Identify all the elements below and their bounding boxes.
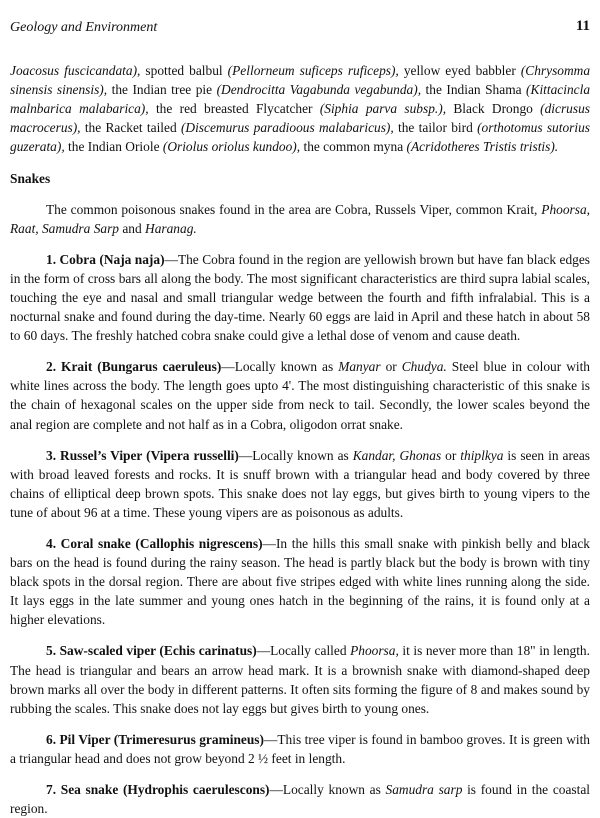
entry-pil-viper: 6. Pil Viper (Trimeresurus gramineus)—This tree viper is found in bamboo groves. It is green with a triangular head and does not grow beyond 2 ½ feet in length. <box>10 731 591 766</box>
lead-paragraph: The common poisonous snakes found in the area are Cobra, Russels Viper, common Krait, Phoorsa, Raat, Samudra Sarp and Haranag. <box>10 201 590 236</box>
entry-heading: 2. Krait (Bungarus caeruleus) <box>46 359 222 375</box>
entry-heading: 1. Cobra (Naja naja) <box>46 251 165 267</box>
entry-cobra: 1. Cobra (Naja naja)—The Cobra found in the region are yellowish brown but have fan black edges in the form of cross bars all along the body. The most significant characteristics are third supra labial scales, touching the eye and nasal and small triangular wedge between the fourth and fifth infralabial. This is a nocturnal snake and found during the day-time. Nearly 60 eggs are laid in April and these hatch in about 58 to 60 days. The freshly hatched cobra snake could give a lethal dose of venom and cause death. <box>10 251 590 344</box>
section-heading: Snakes <box>10 171 51 187</box>
entry-heading: 4. Coral snake (Callophis nigrescens) <box>46 535 263 551</box>
entry-heading: 5. Saw-scaled viper (Echis carinatus) <box>46 643 257 659</box>
page-number: 11 <box>575 18 590 34</box>
running-title: Geology and Environment <box>10 20 158 35</box>
entry-heading: 3. Russel’s Viper (Vipera russelli) <box>46 447 239 463</box>
entry-heading: 6. Pil Viper (Trimeresurus gramineus) <box>46 731 264 747</box>
entry-saw-scaled-viper: 5. Saw-scaled viper (Echis carinatus)—Locally called Phoorsa, it is never more than 18" in length. The head is triangular and bears an arrow head mark. It is a brownish snake with diamond-shaped deep brown marks all over the body in different patterns. It often sits forming the figure of 8 and makes sound by rubbing the scales. This snake does not lay eggs but gives birth to young ones. <box>10 643 590 716</box>
page-body <box>10 61 590 818</box>
entry-coral-snake: 4. Coral snake (Callophis nigrescens)—In the hills this small snake with pinkish belly and black bars on the head is found during the rainy season. The head is partly black but the body is brown with tiny black spots in the dorsal region. There are about five stripes edged with white lines running along the side. It lays eggs in the late summer and young ones hatch in the beginning of the rains, it is found only at a higher elevations. <box>10 535 590 628</box>
entry-krait: 2. Krait (Bungarus caeruleus)—Locally known as Manyar or Chudya. Steel blue in colour with white lines across the body. The length goes upto 4'. The most distinguishing characteristic of this snake is the chain of hexagonal scales on the upper side from neck to tail. Secondly, the lower scales beyond the anal region are complete and not half as in a Cobra, oligodon orrat snake. <box>10 359 591 432</box>
entry-russels-viper: 3. Russel’s Viper (Vipera russelli)—Locally known as Kandar, Ghonas or thiplkya is seen in areas with broad leaved forests and rocks. It is snuff brown with a triangular head and body covered by three chains of elliptical deep brown spots. This snake does not lay eggs, but gives birth to young vipers to the tune of about 96 at a time. These young vipers are as poisonous as adults. <box>10 447 590 520</box>
page-header <box>10 20 590 42</box>
entry-sea-snake: 7. Sea snake (Hydrophis caerulescons)—Locally known as Samudra sarp is found in the coastal region. <box>10 782 591 817</box>
intro-paragraph: Joacosus fuscicandata), spotted balbul (Pellorneum suficeps ruficeps), yellow eyed babbler (Chrysomma sinensis sinensis), the Indian tree pie (Dendrocitta Vagabunda vegabunda), the Indian Shama (Kittacincla malnbarica malabarica), the red breasted Flycatcher (Siphia parva subsp.), Black Drongo (dicrusus macrocerus), the Racket tailed (Discemurus paradioous malabaricus), the tailor bird (orthotomus sutorius guzerata), the Indian Oriole (Oriolus oriolus kundoo), the common myna (Acridotheres Tristis tristis). <box>10 63 591 155</box>
entry-heading: 7. Sea snake (Hydrophis caerulescons) <box>46 782 270 797</box>
